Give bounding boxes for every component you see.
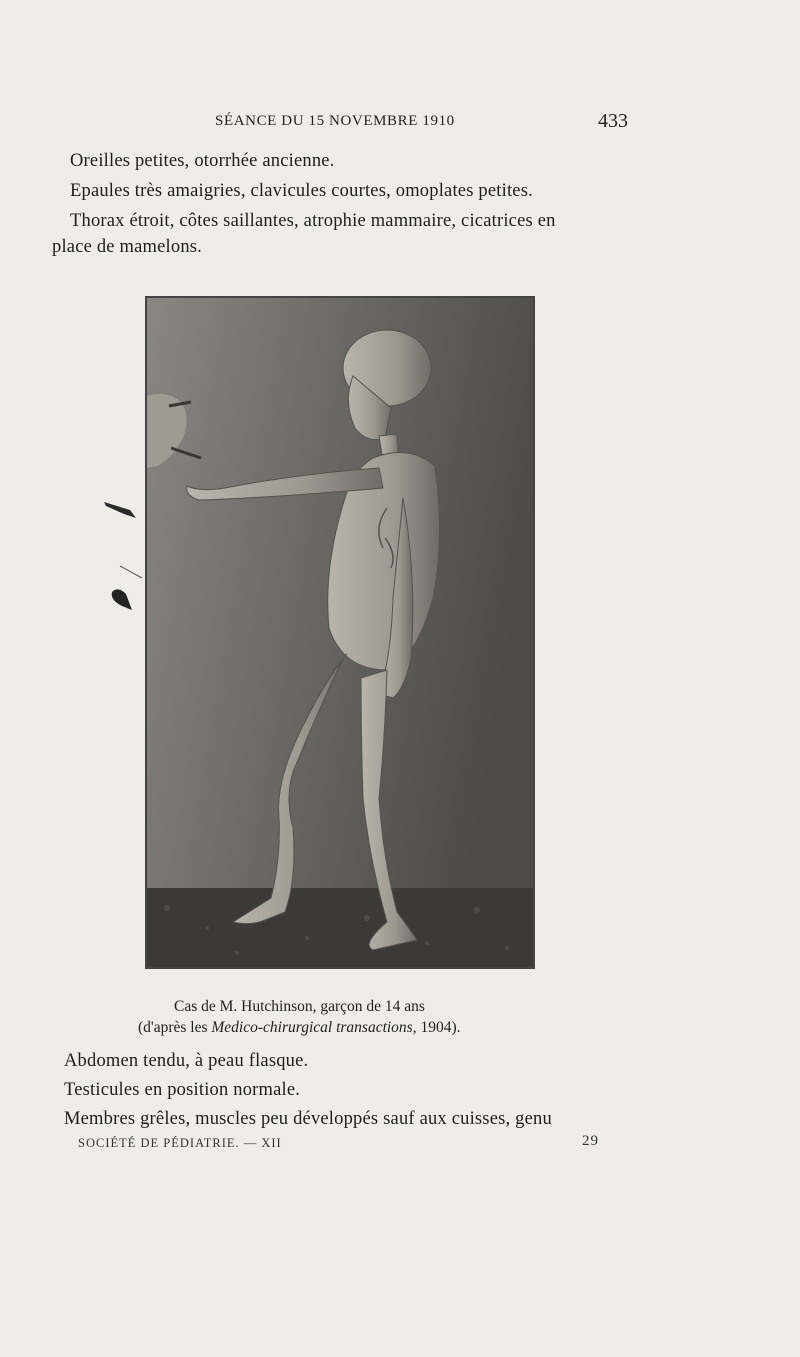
body-line-abdomen: Abdomen tendu, à peau flasque. — [64, 1051, 309, 1071]
body-line-limbs: Membres grêles, muscles peu développés sauf aux cuisses, genu — [64, 1109, 552, 1129]
footer-signature-number: 29 — [582, 1133, 599, 1149]
figure-caption-line2 — [138, 1019, 461, 1037]
caption-prefix: (d'après les — [138, 1019, 212, 1036]
body-line-testicles: Testicules en position normale. — [64, 1080, 301, 1100]
figure-caption-line1: Cas de M. Hutchinson, garçon de 14 ans — [174, 998, 425, 1015]
body-line-thorax: Thorax étroit, côtes saillantes, atrophie mammaire, cicatrices en — [70, 211, 556, 231]
body-line-thorax-cont: place de mamelons. — [52, 237, 203, 257]
photograph-figure — [145, 296, 535, 969]
caption-suffix: , 1904). — [412, 1019, 461, 1036]
margin-ink-blots — [100, 492, 144, 622]
caption-journal-title: Medico-chirurgical transactions — [211, 1019, 413, 1036]
body-line-shoulders: Epaules très amaigries, clavicules courtes, omoplates petites. — [70, 181, 533, 201]
page-number: 433 — [598, 110, 628, 132]
footer-society: SOCIÉTÉ DE PÉDIATRIE. — XII — [78, 1136, 282, 1150]
body-line-ears: Oreilles petites, otorrhée ancienne. — [70, 151, 335, 171]
photograph-image — [147, 298, 533, 967]
running-title: SÉANCE DU 15 NOVEMBRE 1910 — [215, 113, 455, 129]
